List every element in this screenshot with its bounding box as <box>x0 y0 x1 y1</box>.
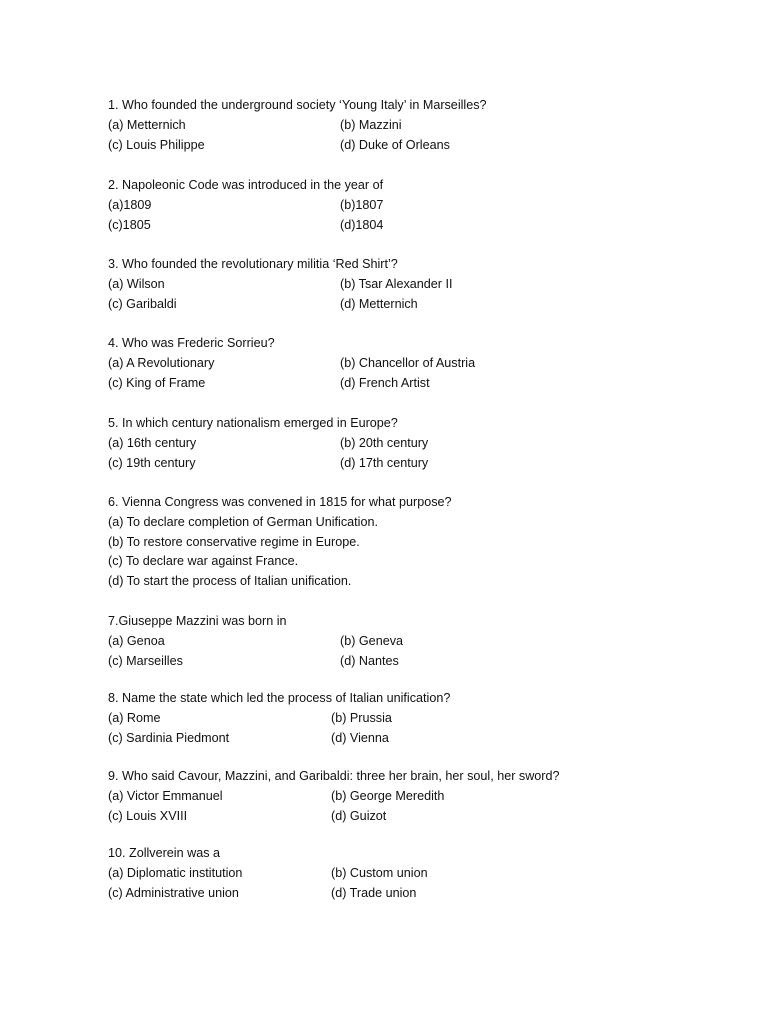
question-8 <box>108 689 450 748</box>
option-b: (b) 20th century <box>340 435 429 450</box>
question-7 <box>108 612 403 671</box>
option-c: (c) Marseilles <box>108 653 183 668</box>
option-c: (c) Administrative union <box>108 885 239 900</box>
option-b: (b) Prussia <box>331 710 392 725</box>
option-c: (c) Louis Philippe <box>108 137 205 152</box>
options-row <box>108 709 450 729</box>
option-a: (a) Wilson <box>108 276 165 291</box>
options-row <box>108 275 453 295</box>
option-d: (d) 17th century <box>340 455 429 470</box>
question-3 <box>108 255 453 314</box>
option-b: (b) Chancellor of Austria <box>340 355 476 370</box>
option-b: (b) To restore conservative regime in Europe. <box>108 534 360 549</box>
options-row <box>108 374 430 394</box>
question-prompt: 7.Giuseppe Mazzini was born in <box>108 614 287 628</box>
question-2 <box>108 176 383 235</box>
options-row <box>108 196 383 216</box>
options-row <box>108 652 399 672</box>
question-5 <box>108 414 429 473</box>
option-c: (c) To declare war against France. <box>108 554 299 569</box>
option-b: (b)1807 <box>340 197 384 212</box>
options-row <box>108 729 450 749</box>
options-row <box>108 354 476 374</box>
option-a: (a) Victor Emmanuel <box>108 788 223 803</box>
question-1 <box>108 96 487 155</box>
option-d: (d) Duke of Orleans <box>340 137 450 152</box>
option-d: (d)1804 <box>340 217 384 232</box>
option-a: (a) Diplomatic institution <box>108 865 243 880</box>
option-b: (b) Mazzini <box>340 117 402 132</box>
options-row <box>108 884 417 904</box>
question-6 <box>108 493 452 592</box>
option-a: (a) 16th century <box>108 435 197 450</box>
option-b: (b) Geneva <box>340 633 403 648</box>
option-d: (d) Nantes <box>340 653 399 668</box>
question-prompt: 2. Napoleonic Code was introduced in the year of <box>108 178 384 192</box>
option-b: (b) Tsar Alexander II <box>340 276 453 291</box>
option-a: (a) Rome <box>108 710 161 725</box>
option-c: (c) Louis XVIII <box>108 808 188 823</box>
question-prompt: 9. Who said Cavour, Mazzini, and Garibaldi: three her brain, her soul, her sword? <box>108 769 560 783</box>
option-d: (d) Guizot <box>331 808 387 823</box>
options-row <box>108 216 383 236</box>
option-d: (d) Vienna <box>331 730 389 745</box>
option-b: (b) George Meredith <box>331 788 445 803</box>
question-prompt: 8. Name the state which led the process of Italian unification? <box>108 691 451 705</box>
option-c: (c) Sardinia Piedmont <box>108 730 230 745</box>
option-d: (d) To start the process of Italian unification. <box>108 574 352 589</box>
options-row <box>108 807 560 827</box>
options-row <box>108 136 487 156</box>
option-b: (b) Custom union <box>331 865 428 880</box>
question-prompt: 3. Who founded the revolutionary militia ‘Red Shirt’? <box>108 257 398 271</box>
option-a: (a) Genoa <box>108 633 165 648</box>
options-row <box>108 787 560 807</box>
question-prompt: 10. Zollverein was a <box>108 846 220 860</box>
option-a: (a) Metternich <box>108 117 186 132</box>
options-row <box>108 632 403 652</box>
options-row <box>108 116 487 136</box>
option-c: (c) 19th century <box>108 455 196 470</box>
option-d: (d) French Artist <box>340 375 430 390</box>
question-9 <box>108 767 560 826</box>
options-row <box>108 454 429 474</box>
options-row <box>108 864 428 884</box>
question-4 <box>108 334 476 393</box>
question-prompt: 1. Who founded the underground society ‘Young Italy’ in Marseilles? <box>108 98 487 112</box>
option-d: (d) Metternich <box>340 296 418 311</box>
option-c: (c) Garibaldi <box>108 296 177 311</box>
question-prompt: 5. In which century nationalism emerged in Europe? <box>108 416 398 430</box>
question-prompt: 6. Vienna Congress was convened in 1815 for what purpose? <box>108 495 452 509</box>
option-c: (c)1805 <box>108 217 151 232</box>
option-a: (a) A Revolutionary <box>108 355 215 370</box>
option-d: (d) Trade union <box>331 885 417 900</box>
options-row <box>108 295 418 315</box>
option-c: (c) King of Frame <box>108 375 206 390</box>
question-prompt: 4. Who was Frederic Sorrieu? <box>108 336 275 350</box>
option-a: (a) To declare completion of German Unification. <box>108 514 378 529</box>
question-10 <box>108 844 428 903</box>
option-a: (a)1809 <box>108 197 152 212</box>
options-row <box>108 434 429 454</box>
